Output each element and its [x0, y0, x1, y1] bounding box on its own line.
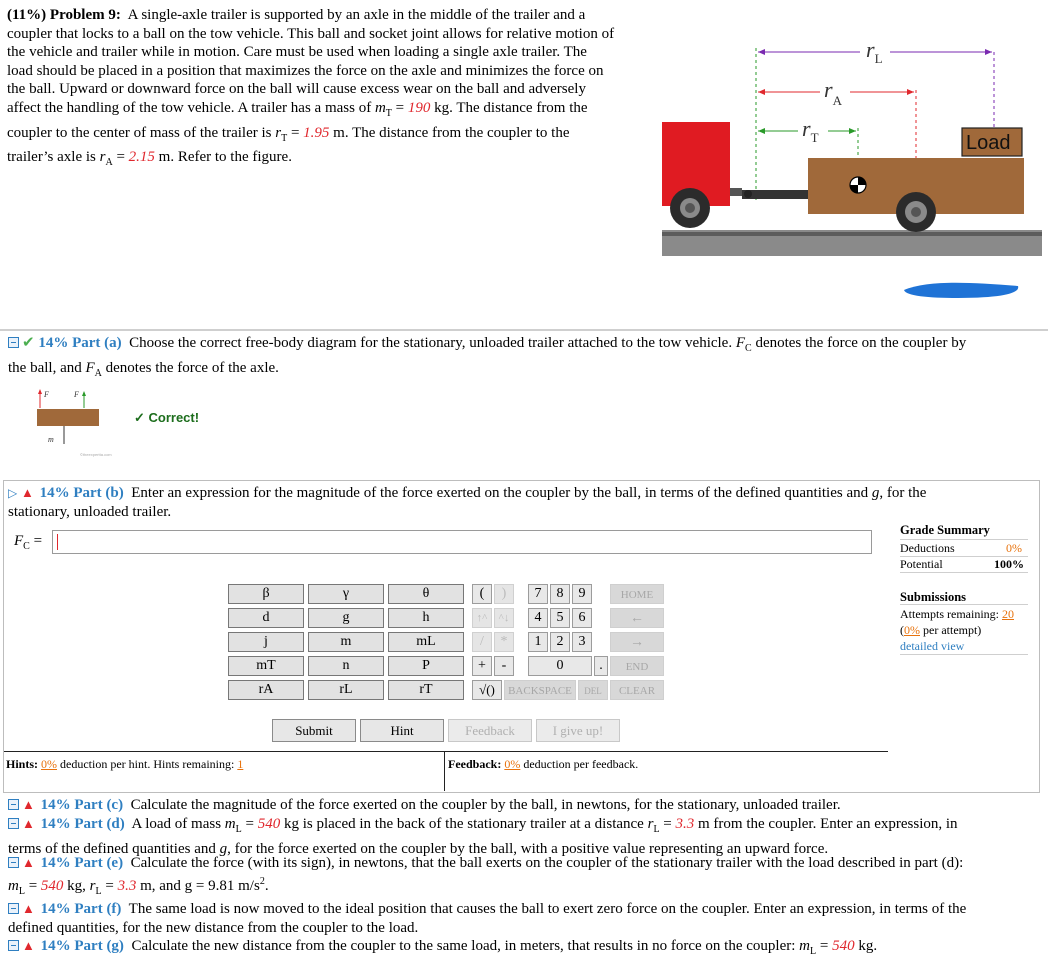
key-backspace[interactable]: BACKSPACE	[504, 680, 576, 700]
feedback-info: Feedback: 0% deduction per feedback.	[448, 757, 639, 771]
key-clear[interactable]: CLEAR	[610, 680, 664, 700]
key-open-paren[interactable]: (	[472, 584, 492, 604]
part-e-title[interactable]: ▲ 14% Part (e) Calculate the force (with its sign), in newtons, that the ball exerts on the coupler of the stationary trailer with the load described in part (d): $m_L = 540$ kg, $r_L = 3.3$ m, and g = 9.81 $m/s^2$.	[8, 855, 964, 897]
part-f-title[interactable]: ▲ 14% Part (f) The same load is now moved to the ideal position that causes the ball to exert zero force on the coupler. Enter an expression, in terms of the defined quantities, for the new distance from the coupler to the load.	[8, 901, 967, 936]
hints-remaining: 1	[237, 757, 244, 771]
key-del[interactable]: DEL	[578, 680, 608, 700]
part-b-title: ▷ ▲ 14% Part (b) Enter an expression for the magnitude of the force exerted on the coupler by the ball, in terms of the defined quantities and g, for the stationary, unloaded trailer.	[8, 485, 927, 520]
key-rA[interactable]: rA	[228, 680, 304, 700]
rA-value: 2.15	[128, 149, 155, 166]
key-beta[interactable]: β	[228, 584, 304, 604]
key-P[interactable]: P	[388, 656, 464, 676]
rT-label: $r_T$	[802, 116, 819, 145]
hints-divider	[4, 751, 888, 752]
give-up-button[interactable]: I give up!	[536, 719, 620, 742]
part-a-title: ✔ 14% Part (a) Choose the correct free-body diagram for the stationary, unloaded trailer attached to the tow vehicle. $F_C$ denotes the force on the coupler by the ball, and $F_A$ denotes the force of the axle.	[8, 335, 967, 379]
collapse-icon[interactable]	[8, 903, 19, 914]
key-h[interactable]: h	[388, 608, 464, 628]
key-rL[interactable]: rL	[308, 680, 384, 700]
collapse-icon[interactable]	[8, 857, 19, 868]
expand-arrow-icon[interactable]: ▷	[8, 486, 18, 500]
grade-summary: Grade Summary	[900, 523, 990, 537]
key-multiply[interactable]: *	[494, 632, 514, 652]
key-mL[interactable]: mL	[388, 632, 464, 652]
key-sqrt[interactable]: √()	[472, 680, 502, 700]
key-j[interactable]: j	[228, 632, 304, 652]
key-2[interactable]: 2	[550, 632, 570, 652]
submissions: Submissions	[900, 590, 967, 604]
key-close-paren[interactable]: )	[494, 584, 514, 604]
warning-icon: ▲	[22, 797, 35, 812]
key-gamma[interactable]: γ	[308, 584, 384, 604]
key-end[interactable]: END	[610, 656, 664, 676]
warning-icon: ▲	[22, 855, 35, 870]
rA-label: $r_A$	[824, 77, 842, 108]
potential-value: 100%	[994, 557, 1024, 571]
key-n[interactable]: n	[308, 656, 384, 676]
part-b-section	[3, 480, 1040, 793]
fc-answer-input[interactable]	[52, 530, 872, 554]
rL-label: $r_L$	[866, 40, 883, 66]
fc-input-label: $F_C$ =	[14, 533, 43, 552]
problem-header: (11%) Problem 9:	[7, 7, 121, 23]
collapse-icon[interactable]	[8, 337, 19, 348]
key-9[interactable]: 9	[572, 584, 592, 604]
feedback-button[interactable]: Feedback	[448, 719, 532, 742]
detailed-view-link[interactable]: detailed view	[900, 639, 965, 653]
key-right-arrow[interactable]: →	[610, 632, 664, 652]
key-5[interactable]: 5	[550, 608, 570, 628]
warning-icon: ▲	[22, 816, 35, 831]
problem-statement: (11%) Problem 9: A single-axle trailer is supported by an axle in the middle of the trailer and a coupler that locks to a ball on the tow vehicle. This ball and socket joint allows for relative motion of the vehicle and trailer while in motion. Care must be used when loading a single axle trailer. The load should be placed in a position that maximizes the force on the axle and minimizes the force on the ball. Upward or downward force on the ball will cause excess wear on the ball and adversely affect the handling of the tow vehicle. A trailer has a mass of $m_T = 190$ kg. The distance from the coupler to the center of mass of the trailer is $r_T = 1.95$ m. The distance from the coupler to the trailer’s axle is $r_A = 2.15$ m. Refer to the figure.	[7, 7, 615, 169]
warning-icon: ▲	[20, 485, 34, 500]
key-left-arrow[interactable]: ←	[610, 608, 664, 628]
svg-text:F: F	[44, 390, 49, 399]
hint-button[interactable]: Hint	[360, 719, 444, 742]
key-mT[interactable]: mT	[228, 656, 304, 676]
warning-icon: ▲	[22, 938, 35, 953]
svg-text:m: m	[48, 435, 54, 444]
collapse-icon[interactable]	[8, 940, 19, 951]
svg-text:F: F	[74, 390, 79, 399]
submit-button[interactable]: Submit	[272, 719, 356, 742]
trailer-figure	[662, 40, 1042, 256]
key-7[interactable]: 7	[528, 584, 548, 604]
key-divide[interactable]: /	[472, 632, 492, 652]
key-minus[interactable]: -	[494, 656, 514, 676]
key-up[interactable]: ↑^	[472, 608, 492, 628]
key-rT[interactable]: rT	[388, 680, 464, 700]
svg-text:©theexpertta.com: ©theexpertta.com	[80, 452, 112, 457]
key-0[interactable]: 0	[528, 656, 592, 676]
key-theta[interactable]: θ	[388, 584, 464, 604]
part-g-title[interactable]: ▲ 14% Part (g) Calculate the new distance from the coupler to the same load, in meters, that results in no force on the coupler: $m_L = 540$ kg.	[8, 937, 1043, 962]
attempts-remaining: 20	[1001, 607, 1014, 621]
key-g[interactable]: g	[308, 608, 384, 628]
key-8[interactable]: 8	[550, 584, 570, 604]
warning-icon: ▲	[22, 901, 35, 916]
key-dot[interactable]: .	[594, 656, 608, 676]
key-down[interactable]: ^↓	[494, 608, 514, 628]
text-cursor	[57, 534, 58, 550]
key-1[interactable]: 1	[528, 632, 548, 652]
rT-value: 1.95	[303, 124, 330, 141]
collapse-icon[interactable]	[8, 818, 19, 829]
checkmark-icon: ✔	[22, 335, 35, 351]
key-m[interactable]: m	[308, 632, 384, 652]
hints-info: Hints: 0% deduction per hint. Hints remaining: 1	[6, 757, 244, 771]
fbd-thumbnail	[34, 386, 120, 458]
collapse-icon[interactable]	[8, 799, 19, 810]
redaction-scribble	[898, 278, 1026, 302]
trailer-mass-value: 190	[407, 99, 431, 116]
key-plus[interactable]: +	[472, 656, 492, 676]
key-4[interactable]: 4	[528, 608, 548, 628]
part-c-title[interactable]: ▲ 14% Part (c) Calculate the magnitude of the force exerted on the coupler by the ball, in newtons, for the stationary, unloaded trailer.	[8, 796, 1043, 815]
correct-label: ✓ Correct!	[134, 410, 200, 425]
svg-text:Load: Load	[966, 132, 1011, 154]
deductions-value: 0%	[1006, 541, 1022, 555]
key-3[interactable]: 3	[572, 632, 592, 652]
key-6[interactable]: 6	[572, 608, 592, 628]
part-d-title[interactable]: ▲ 14% Part (d) A load of mass $m_L = 540$ kg is placed in the back of the stationary trailer at a distance $r_L = 3.3$ m from the coupler. Enter an expression, in terms of the defined quantities and g, for the force exerted on the coupler by the ball, with a positive value representing an upward force.	[8, 816, 958, 857]
key-home[interactable]: HOME	[610, 584, 664, 604]
tow-vehicle	[662, 122, 730, 184]
key-d[interactable]: d	[228, 608, 304, 628]
